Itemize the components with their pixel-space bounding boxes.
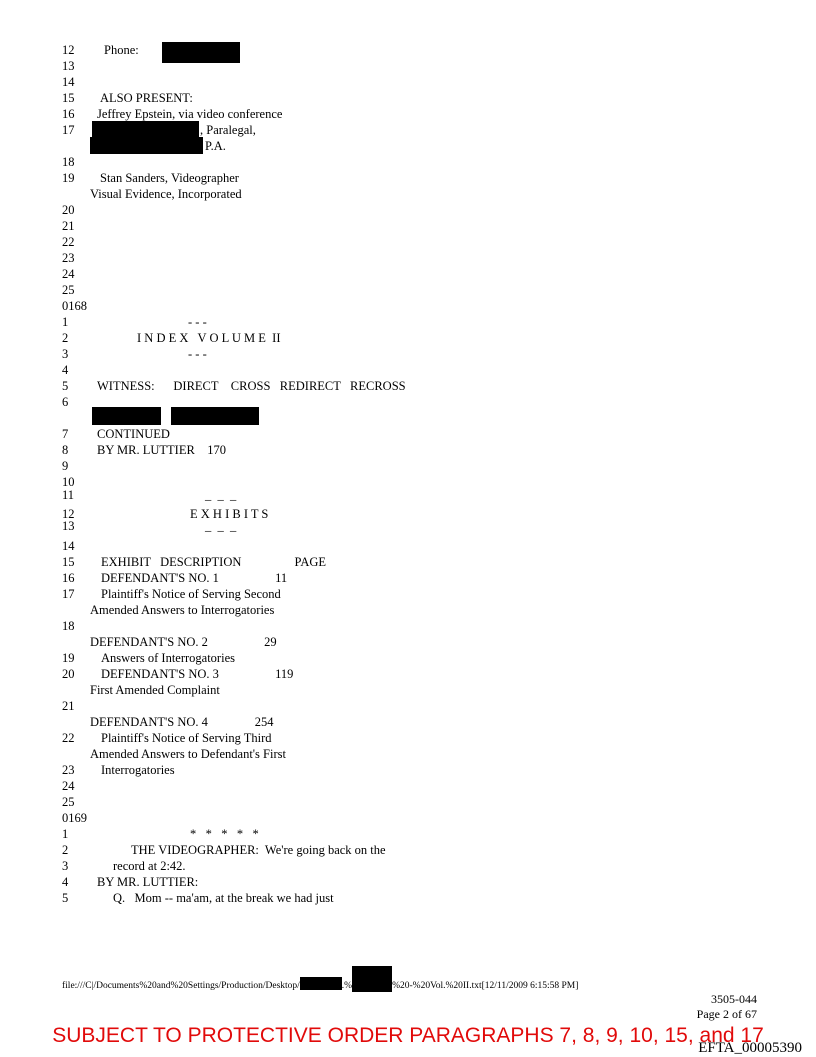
document-id: 3505-044	[711, 992, 757, 1006]
redaction-box	[300, 977, 342, 990]
redaction-gap	[160, 407, 172, 425]
redaction-box	[90, 137, 203, 154]
page-number: Page 2 of 67	[696, 1007, 757, 1021]
bates-number: EFTA_00005390	[698, 1040, 802, 1056]
redaction-box	[92, 407, 259, 425]
redaction-box	[162, 42, 240, 63]
protective-order-notice: SUBJECT TO PROTECTIVE ORDER PARAGRAPHS 7, 8, 9, 10, 15, and 17	[52, 1024, 764, 1047]
redaction-box	[352, 966, 392, 992]
redaction-box	[92, 121, 199, 137]
file-path: file:///C|/Documents%20and%20Settings/Production/Desktop/ .% %20-%20Vol.%20II.txt[12/11/2009 6:15:58 PM]	[62, 966, 578, 992]
